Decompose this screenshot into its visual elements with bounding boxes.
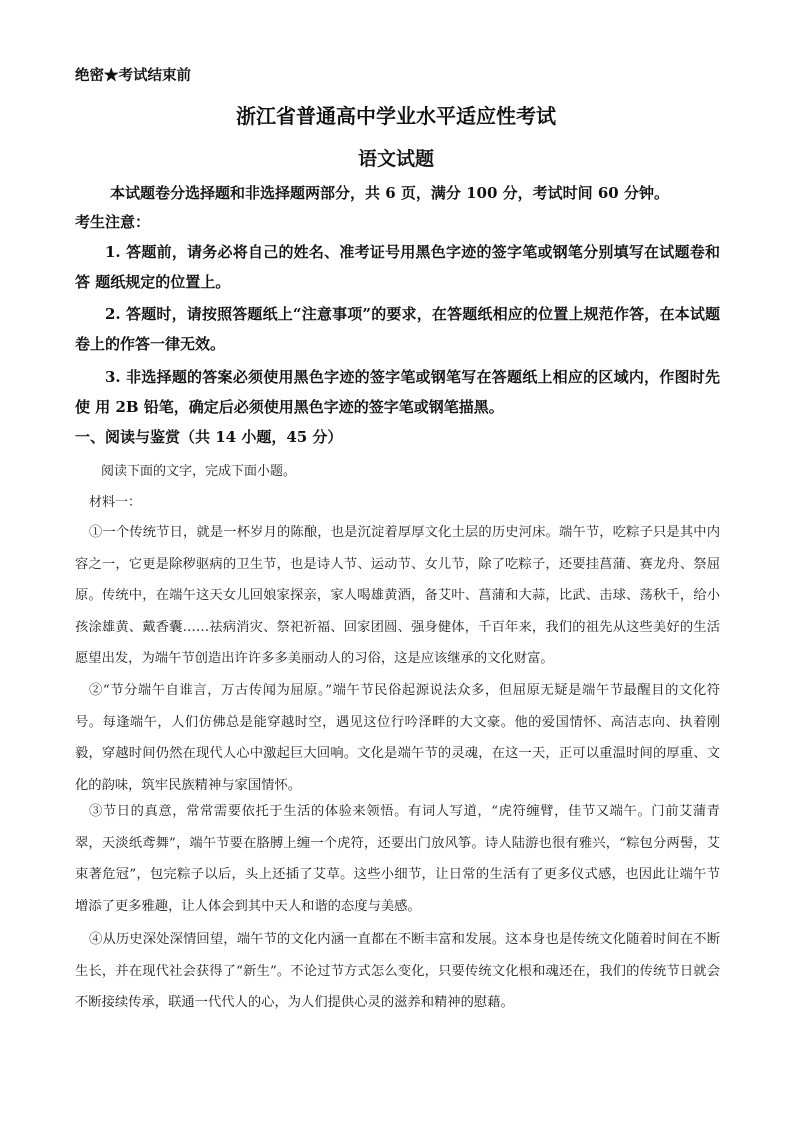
exam-intro: 本试题卷分选择题和非选择题两部分，共 6 页，满分 100 分，考试时间 60 分钟。 [110,184,669,202]
passage-paragraph: ④从历史深处深情回望，端午节的文化内涵一直都在不断丰富和发展。这本身也是传统文化随着时间在不断生长，并在现代社会获得了“新生”。不论过节方式怎么变化，只要传统文化根和魂还在，我们的传统节日就会不断接续传承，联通一代代人的心，为人们提供心灵的滋养和精神的慰藉。 [75,932,720,1010]
notice-item: 2. 答题时，请按照答题纸上“注意事项”的要求，在答题纸相应的位置上规范作答，在本试题 卷上的作答一律无效。 [75,305,720,353]
passage-paragraph: ①一个传统节日，就是一杯岁月的陈酿，也是沉淀着厚厚文化土层的历史河床。端午节，吃粽子只是其中内容之一，它更是除秽驱病的卫生节，也是诗人节、运动节、女儿节，除了吃粽子，还要挂菖蒲、赛龙舟、祭屈原。传统中，在端午这天女儿回娘家探亲，家人喝雄黄酒，备艾叶、菖蒲和大蒜，比武、击球、荡秋千，给小孩涂雄黄、戴香囊……祛病消灾、祭祀祈福、回家团圆、强身健体，千百年来，我们的祖先从这些美好的生活愿望出发，为端午节创造出许许多多美丽动人的习俗，这是应该继承的文化财富。 [75,525,720,666]
passage-paragraph: ③节日的真意，常常需要依托于生活的体验来领悟。有词人写道，“虎符缠臂，佳节又端午。门前艾蒲青翠，天淡纸鸢舞”，端午节要在胳膊上缠一个虎符，还要出门放风筝。诗人陆游也很有雅兴，“粽包分两髻，艾束著危冠”，包完粽子以后，头上还插了艾草。这些小细节，让日常的生活有了更多仪式感，也因此让端午节增添了更多雅趣，让人体会到其中天人和谐的态度与美感。 [75,804,720,914]
notice-item: 3. 非选择题的答案必须使用黑色字迹的签字笔或钢笔写在答题纸上相应的区域内，作图时先使 用 2B 铅笔，确定后必须使用黑色字迹的签字笔或钢笔描黑。 [75,368,720,416]
reading-directive: 阅读下面的文字，完成下面小题。 [101,464,297,479]
notice-heading: 考生注意： [75,213,151,231]
passage-paragraph: ②“节分端午自谁言，万古传闻为屈原。”端午节民俗起源说法众多，但屈原无疑是端午节最醒目的文化符号。每逢端午，人们仿佛总是能穿越时空，遇见这位行吟泽畔的大文豪。他的爱国情怀、高洁志向、执着刚毅，穿越时间仍然在现代人心中激起巨大回响。文化是端午节的灵魂，在这一天，正可以重温时间的厚重、文化的韵味，筑牢民族精神与家国情怀。 [75,683,720,793]
material-label: 材料一： [89,495,142,510]
section-heading: 一、阅读与鉴赏（共 14 小题，45 分） [75,428,343,446]
exam-subtitle: 语文试题 [357,148,434,170]
exam-title: 浙江省普通高中学业水平适应性考试 [236,104,556,128]
notice-item: 1. 答题前，请务必将自己的姓名、准考证号用黑色字迹的签字笔或钢笔分别填写在试题卷和答 题纸规定的位置上。 [75,243,720,291]
classification-label: 绝密★考试结束前 [75,67,191,84]
